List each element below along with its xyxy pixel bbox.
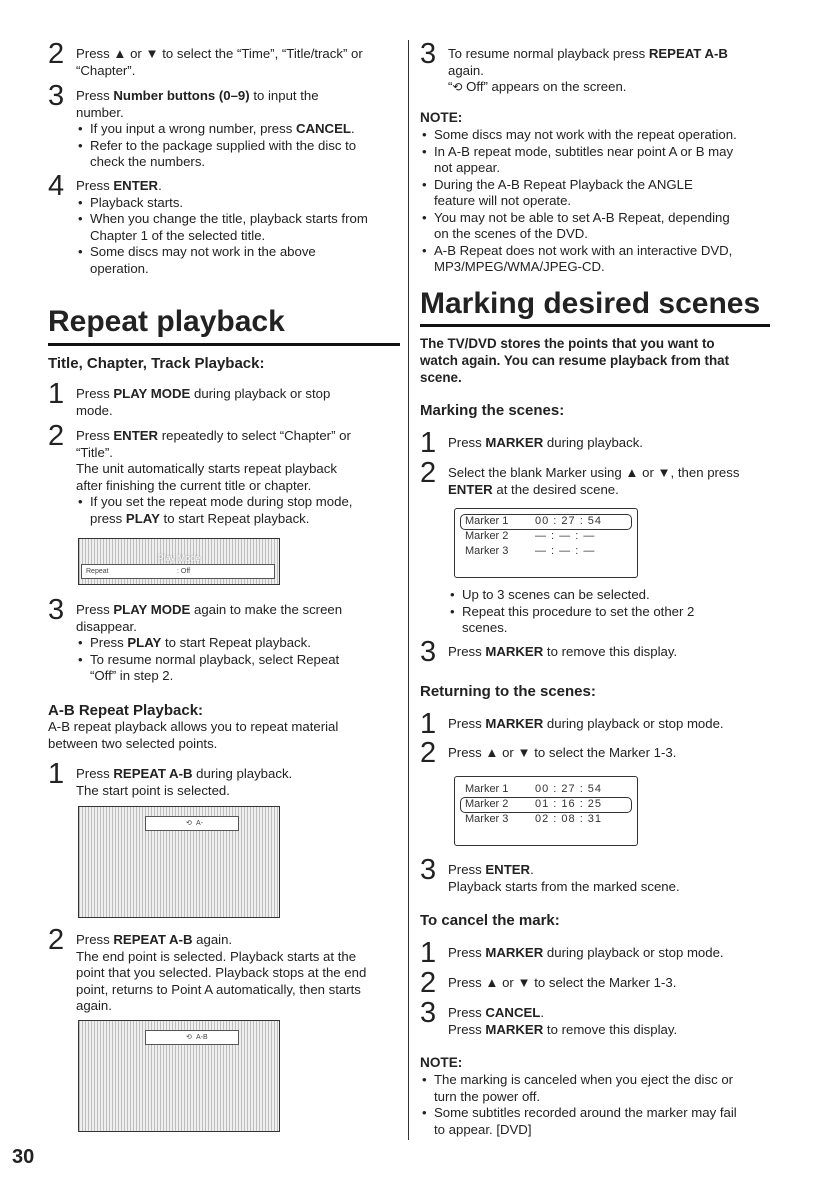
marking-intro: The TV/DVD stores the points that you want to watch again. You can resume playback from that scene.: [420, 336, 730, 385]
marking-step-2: 2 Select the blank Marker using ▲ or ▼, then press ENTER at the desired scene.: [420, 457, 740, 497]
bullet: • If you input a wrong number, press CANCEL.: [76, 121, 400, 138]
bullet: • When you change the title, playback starts from Chapter 1 of the selected title.: [76, 211, 400, 244]
osd-ab-indicator: [145, 1030, 239, 1045]
note-list-2: [420, 1072, 780, 1138]
marker-list-box-times: [454, 776, 638, 846]
ab-step-2: 2 Press REPEAT A-B again. The end point is selected. Playback starts at the point that you selected. Playback stops at the end point, returns to Point A automatically, then starts again.: [48, 924, 367, 1013]
osd-title: Play Mode: [157, 553, 201, 563]
step-number: 2: [48, 924, 65, 956]
note-list: [420, 127, 780, 276]
bullet: • Some discs may not work in the above operation.: [76, 244, 400, 277]
note-item: • You may not be able to set A-B Repeat, depending on the scenes of the DVD.: [420, 210, 780, 243]
note-item: • A-B Repeat does not work with an interactive DVD, MP3/MPEG/WMA/JPEG-CD.: [420, 243, 780, 276]
note-title: NOTE:: [420, 1055, 463, 1070]
bullet: • Playback starts.: [76, 195, 400, 212]
heading-rule: [420, 324, 770, 327]
step-number: 1: [420, 937, 437, 969]
marker-row: Marker 3 — : — : —: [465, 545, 596, 557]
step-number: 4: [48, 170, 65, 202]
repeat-step-2: 2 Press ENTER repeatedly to select “Chapter” or “Title”. The unit automatically starts repeat playback after finishing the current title or chapter. • If you set the repeat mode during stop mode, press PLAY to start Repeat playback.: [48, 428, 400, 527]
ab-osd-screen-start: [78, 806, 280, 918]
osd-repeat-row: [81, 564, 275, 579]
note-item: • Some discs may not work with the repeat operation.: [420, 127, 780, 144]
step-number: 1: [48, 378, 65, 410]
play-mode-osd-screen: [78, 538, 280, 585]
step-2-select-time: [48, 38, 400, 79]
step-number: 1: [420, 708, 437, 740]
bullet: • To resume normal playback, select Repeat “Off” in step 2.: [76, 652, 400, 685]
step-number: 3: [420, 636, 437, 668]
subheading: To cancel the mark:: [420, 912, 560, 929]
cancel-step-2: 2 Press ▲ or ▼ to select the Marker 1-3.: [420, 967, 677, 999]
bullet: • Press PLAY to start Repeat playback.: [76, 635, 400, 652]
step-3-number-buttons: 3 Press Number buttons (0–9) to input the number. • If you input a wrong number, press CANCEL. • Refer to the package supplied with the disc to check the numbers.: [48, 88, 400, 171]
note-item: • During the A-B Repeat Playback the ANGLE feature will not operate.: [420, 177, 780, 210]
subheading: Returning to the scenes:: [420, 683, 596, 700]
ab-step-1: 1 Press REPEAT A-B during playback. The start point is selected.: [48, 758, 293, 798]
step-4-enter: 4 Press ENTER. • Playback starts. • When you change the title, playback starts from Chapter 1 of the selected title. • Some discs may not work in the above operation.: [48, 178, 400, 277]
marking-step-1: 1 Press MARKER during playback.: [420, 427, 643, 459]
step-number: 2: [420, 967, 437, 999]
step-number: 2: [420, 737, 437, 769]
marking-bullets: [448, 587, 778, 637]
subheading: A-B Repeat Playback:: [48, 702, 204, 719]
return-step-3: 3 Press ENTER. Playback starts from the marked scene.: [420, 854, 680, 894]
cancel-step-1: 1 Press MARKER during playback or stop mode.: [420, 937, 724, 969]
osd-ab-text: A-B: [196, 1034, 208, 1041]
ab-intro: A-B repeat playback allows you to repeat material between two selected points.: [48, 719, 339, 751]
step-number: 3: [48, 80, 65, 112]
note-item: • In A-B repeat mode, subtitles near point A or B may not appear.: [420, 144, 780, 177]
osd-ab-indicator: [145, 816, 239, 831]
step-number: 1: [420, 427, 437, 459]
bullet: • Refer to the package supplied with the disc to check the numbers.: [76, 138, 400, 171]
cancel-step-3: 3 Press CANCEL. Press MARKER to remove this display.: [420, 997, 678, 1037]
step-number: 3: [48, 594, 65, 626]
page-number: 30: [12, 1146, 35, 1168]
step-text: Press ▲ or ▼ to select the “Time”, “Title/track” or: [76, 46, 363, 61]
marker-row: Marker 2 — : — : —: [465, 530, 596, 542]
section-heading: Marking desired scenes: [420, 287, 761, 320]
osd-ab-text: A-: [196, 820, 203, 827]
step-number: 3: [420, 997, 437, 1029]
repeat-icon: ⟲: [186, 820, 192, 827]
step-number: 2: [48, 420, 65, 452]
heading-rule: [48, 343, 400, 346]
note-item: • The marking is canceled when you eject the disc or turn the power off.: [420, 1072, 780, 1105]
osd-value: : Off: [177, 568, 191, 575]
subheading: Title, Chapter, Track Playback:: [48, 355, 265, 372]
marker-row: Marker 1 00 : 27 : 54: [465, 783, 603, 795]
marker-row: Marker 3 02 : 08 : 31: [465, 813, 603, 825]
return-step-2: 2 Press ▲ or ▼ to select the Marker 1-3.: [420, 737, 677, 769]
marker-list-box: [454, 508, 638, 578]
step-number: 3: [420, 854, 437, 886]
step-number: 2: [420, 457, 437, 489]
repeat-icon: ⟲: [452, 80, 463, 94]
bullet: • Repeat this procedure to set the other 2 scenes.: [448, 604, 778, 637]
marker-row: Marker 2 01 : 16 : 25: [465, 798, 603, 810]
resume-step-3: 3 To resume normal playback press REPEAT A-B again. “⟲ Off” appears on the screen.: [420, 38, 728, 94]
step-number: 3: [420, 38, 437, 70]
bullet: • Up to 3 scenes can be selected.: [448, 587, 778, 604]
note-item: • Some subtitles recorded around the marker may fail to appear. [DVD]: [420, 1105, 780, 1138]
step-text: “Chapter”.: [76, 62, 136, 78]
repeat-step-1: 1 Press PLAY MODE during playback or stop mode.: [48, 378, 331, 418]
subheading: Marking the scenes:: [420, 402, 565, 419]
repeat-icon: ⟲: [186, 1034, 192, 1041]
ab-osd-screen-end: [78, 1020, 280, 1132]
step-number: 1: [48, 758, 65, 790]
bullet: • If you set the repeat mode during stop mode, press PLAY to start Repeat playback.: [76, 494, 400, 527]
note-title: NOTE:: [420, 110, 463, 125]
marker-row: Marker 1 00 : 27 : 54: [465, 515, 603, 527]
osd-label: Repeat: [86, 568, 109, 575]
column-divider: [408, 40, 409, 1140]
repeat-step-3: 3 Press PLAY MODE again to make the screen disappear. • Press PLAY to start Repeat playback. • To resume normal playback, select Repeat “Off” in step 2.: [48, 602, 400, 685]
marking-step-3: 3 Press MARKER to remove this display.: [420, 636, 678, 668]
step-number: 2: [48, 38, 65, 70]
return-step-1: 1 Press MARKER during playback or stop mode.: [420, 708, 724, 740]
section-heading: Repeat playback: [48, 305, 285, 338]
